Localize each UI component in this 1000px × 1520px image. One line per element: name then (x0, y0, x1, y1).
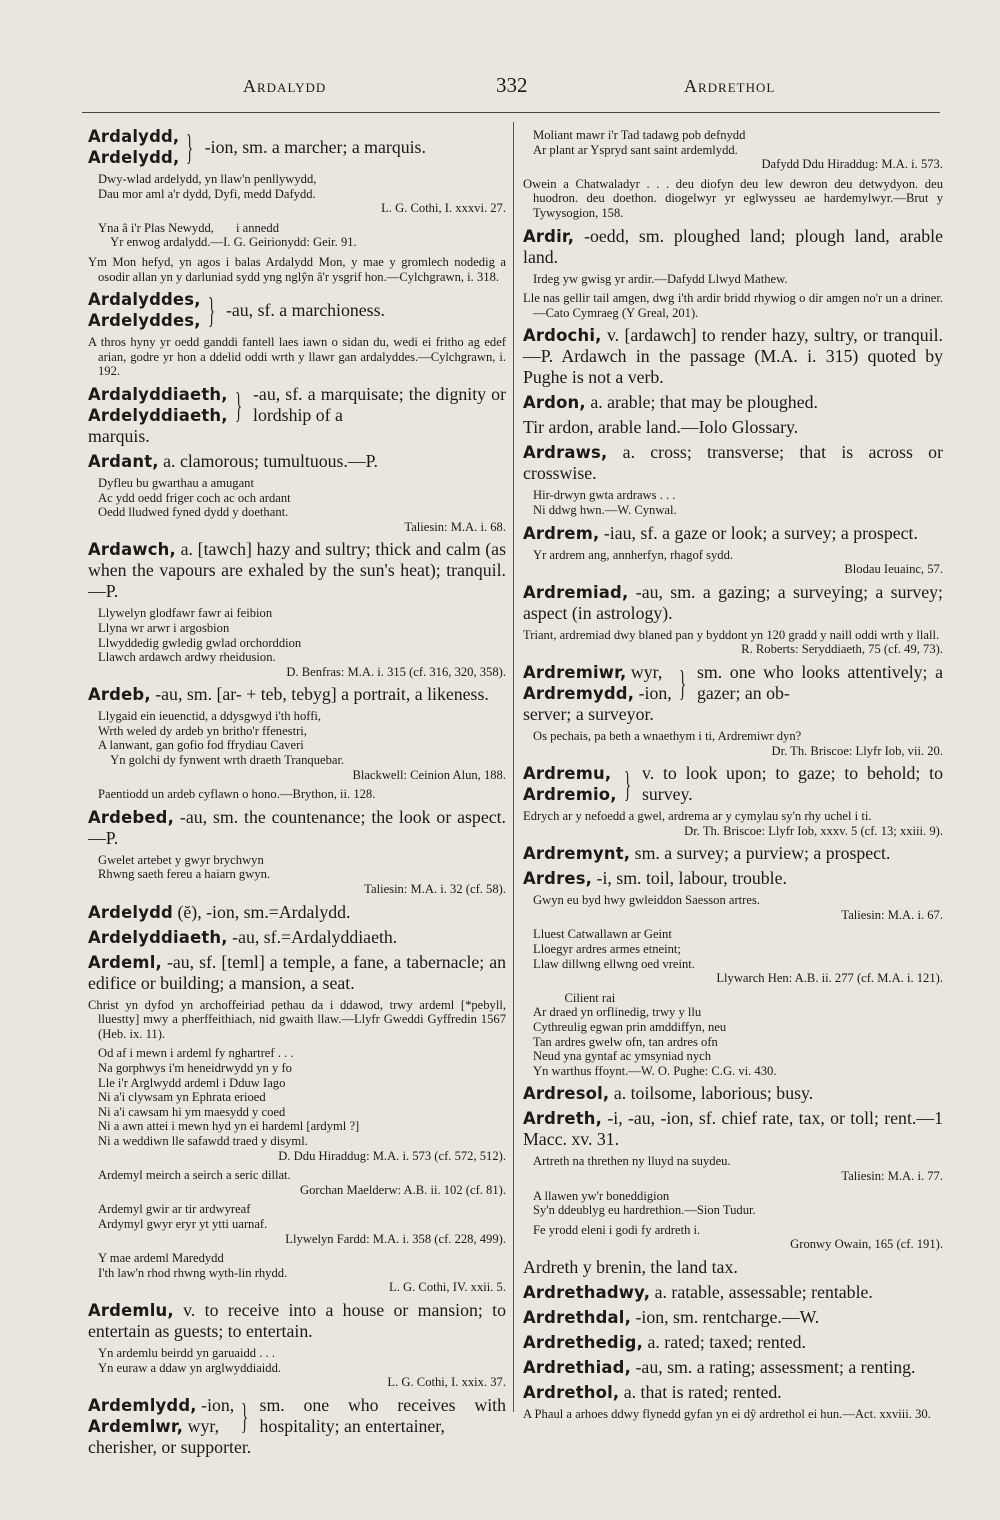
quotation-line: Llaw dillwng ellwng oed vreint. (533, 956, 695, 971)
quotation-line: Gwelet artebet y gwyr brychwyn (98, 852, 264, 867)
headword: Ardremiad, (523, 582, 629, 602)
definition: -au, sf. a marquisate; the dignity or lordship of a (253, 383, 506, 425)
dictionary-entry-pair (88, 1395, 506, 1458)
quotation-line: Moliant mawr i'r Tad tadawg pob defnydd (533, 128, 746, 142)
headword: Ardremiwr, (523, 662, 627, 682)
definition: -au, sm. [ar- + teb, tebyg] a portrait, a likeness. (155, 684, 489, 705)
headword: Ardemlwr, (88, 1416, 184, 1436)
left-column (88, 126, 506, 1462)
definition: a. that is rated; rented. (623, 1381, 782, 1402)
quotation-citation: Blodau Ieuainc, 57. (844, 562, 943, 577)
headword-line (88, 405, 228, 426)
headword-group (523, 763, 617, 805)
headword: Ardir, (523, 226, 575, 246)
dictionary-entry (88, 1300, 506, 1342)
quotation-line: Ar plant ar Yspryd sant saint ardemlydd. (533, 142, 738, 157)
quotation-line: Dau mor aml a'r dydd, Dyfi, medd Dafydd. (98, 186, 316, 201)
dictionary-entry (523, 226, 943, 268)
headword: Ardochi, (523, 326, 602, 346)
headword: Ardemlydd, (88, 1395, 197, 1415)
definition: a. ratable, assessable; rentable. (654, 1281, 873, 1302)
headword-line (88, 1416, 234, 1437)
quotation-text: Lle nas gellir tail amgen, dwg i'th ardir bridd rhywiog o dir amgen no'r un a driner.—Cato Cymraeg (Y Greal, 201). (523, 291, 943, 320)
headword-line (523, 784, 617, 805)
headword: Ardon, (523, 393, 586, 413)
dictionary-entry (523, 1382, 943, 1403)
quotation-text: A thros hyny yr oedd ganddi fantell laes iawn o sidan du, wedi ei fritho ag edef arian, godre yr hon a ddelid oddi wrth y llawr gan ardalyddes.—Cylchgrawn, i. 192. (88, 335, 506, 379)
quotation-block (523, 893, 943, 922)
definition: v. [ardawch] to render hazy, sultry, or tranquil.—P. Ardawch in the passage (M.A. i. 315) quoted by Pughe is not a verb. (523, 325, 943, 388)
definition: sm. a survey; a purview; a prospect. (634, 843, 891, 864)
quotation-block (523, 991, 943, 1079)
quotation-line: Dwy-wlad ardelydd, yn llaw'n penllywydd, (98, 172, 317, 186)
headword: Ardalyddes, (88, 290, 201, 310)
definition: -i, sm. toil, labour, trouble. (596, 868, 787, 889)
headword-group (88, 126, 179, 168)
quotation-line: Os pechais, pa beth a wnaethym i ti, Ardremiwr dyn? (533, 728, 802, 743)
headword: Ardreth, (523, 1109, 603, 1129)
dictionary-entry (88, 539, 506, 602)
headword: Ardremio, (523, 785, 617, 805)
quotation-line: Rhwng saeth fereu a haiarn gwyn. (98, 867, 271, 882)
headword: Ardrethadwy, (523, 1282, 651, 1302)
quotation-citation: Taliesin: M.A. i. 68. (404, 519, 506, 534)
quotation-block (523, 1407, 943, 1422)
definition: -au, sf. [teml] a temple, a fane, a tabernacle; an edifice or building; a mansion, a seat. (88, 951, 506, 993)
dictionary-entry (523, 868, 943, 889)
quotation-block (88, 1046, 506, 1163)
quotation-citation: L. G. Cothi, I. xxxvi. 27. (381, 201, 506, 216)
quotation-line: Cythreulig egwan prin amddiffyn, neu (533, 1020, 727, 1035)
headword-line (523, 763, 617, 784)
quotation-line: Wrth weled dy ardeb yn britho'r ffenestri, (98, 723, 307, 738)
definition: a. clamorous; tumultuous.—P. (163, 450, 379, 471)
dictionary-entry-pair (88, 289, 506, 331)
quotation-line: Lluest Catwallawn ar Geint (533, 927, 672, 942)
quotation-line: Cilient rai (533, 990, 616, 1005)
quotation-block (88, 606, 506, 679)
headword: Ardalyddiaeth, (88, 384, 228, 404)
definition: -au, sf. a marchioness. (225, 299, 385, 320)
dictionary-entry (523, 523, 943, 544)
quotation-citation: Taliesin: M.A. i. 77. (841, 1169, 943, 1183)
quotation-line: Yn euraw a ddaw yn arglwyddiaidd. (98, 1360, 282, 1375)
headword: Ardremydd, (523, 683, 635, 703)
dictionary-entry-pair (88, 384, 506, 447)
running-head-right: Ardrethol (684, 76, 776, 96)
quotation-citation: Gorchan Maelderw: A.B. ii. 102 (cf. 81). (300, 1182, 506, 1197)
definition: -oedd, sm. ploughed land; plough land, arable land. (523, 225, 943, 267)
quotation-line: Artreth na threthen ny lluyd na suydeu. (533, 1154, 731, 1169)
dictionary-entry (523, 1357, 943, 1378)
quotation-text: Ym Mon hefyd, yn agos i balas Ardalydd Mon, y mae y gromlech nodedig a osodir allan yn y darluniad sydd yng nglŷn â'r ysgrif hon.—Cylchgrawn, i. 318. (88, 254, 506, 284)
headword-line (88, 126, 179, 147)
dictionary-entry (523, 1332, 943, 1353)
quotation-block (88, 998, 506, 1042)
dictionary-entry (523, 325, 943, 388)
quotation-line: Yr enwog ardalydd.—I. G. Geirionydd: Geir. 91. (98, 235, 357, 250)
definition: a. [tawch] hazy and sultry; thick and calm (as when the vapours are exhaled by the sun's heat); tranquil.—P. (88, 539, 506, 602)
quotation-line: Ac ydd oedd friger coch ac och ardant (98, 490, 291, 505)
quotation-block (523, 1189, 943, 1218)
brace-glyph: } (241, 1395, 249, 1436)
headword-group (88, 384, 228, 426)
quotation-citation: D. Benfras: M.A. i. 315 (cf. 316, 320, 358). (286, 664, 506, 679)
headword: Ardremu, (523, 764, 612, 784)
quotation-line: A llawen yw'r boneddigion (533, 1188, 670, 1203)
definition: -au, sf.=Ardalyddiaeth. (232, 926, 398, 947)
dictionary-entry (523, 843, 943, 864)
headword: Ardrem, (523, 523, 600, 543)
quotation-citation: Gronwy Owain, 165 (cf. 191). (790, 1237, 943, 1252)
dictionary-entry-pair (523, 662, 943, 725)
quotation-block (523, 272, 943, 287)
quotation-block (523, 927, 943, 985)
headword-group (88, 289, 201, 331)
quotation-citation: Dafydd Ddu Hiraddug: M.A. i. 573. (761, 157, 943, 172)
quotation-text: Triant, ardremiad dwy blaned pan y byddont yn 120 gradd y naill oddi wrth y llall. (523, 627, 940, 642)
quotation-citation: Taliesin: M.A. i. 67. (841, 907, 943, 922)
definition: -au, sm. a rating; assessment; a renting. (635, 1356, 916, 1377)
dictionary-entry (523, 392, 943, 413)
headword-line (88, 1395, 234, 1416)
dictionary-entry (523, 1282, 943, 1303)
quotation-line: Gwyn eu byd hwy gwleiddon Saesson artres. (533, 893, 761, 908)
brace-glyph: } (186, 127, 194, 167)
quotation-block (88, 172, 506, 216)
headword: Ardres, (523, 869, 593, 889)
definition: a. toilsome, laborious; busy. (613, 1083, 814, 1104)
quotation-line: Ni a'i clywsam yn Ephrata erioed (98, 1090, 266, 1105)
definition: v. to look upon; to gaze; to behold; to survey. (641, 763, 943, 805)
headword: Ardalydd, (88, 127, 180, 146)
quotation-citation: Blackwell: Ceinion Alun, 188. (352, 767, 506, 782)
quotation-block (523, 488, 943, 517)
headword: Ardebed, (88, 807, 175, 827)
definition-continued: cherisher, or supporter. (88, 1436, 252, 1457)
quotation-text: A Phaul a arhoes ddwy flynedd gyfan yn ei dŷ ardrethol ei hun.—Act. xxviii. 30. (523, 1406, 931, 1421)
quotation-line: Llygaid ein ieuenctid, a ddysgwyd i'th hoffi, (98, 709, 322, 724)
headword: Ardresol, (523, 1084, 610, 1104)
quotation-text: Christ yn dyfod yn archoffeiriad pethau da i ddawod, trwy ardeml [*pebyll, lluestty] mwy a pherffeithiach, nid gwaith llaw.—Llyfr Gweddi Gyffredin 1567 (Heb. ix. 11). (88, 997, 506, 1041)
definition: a. arable; that may be ploughed. (590, 392, 818, 413)
quotation-line: Lle i'r Arglwydd ardeml i Dduw Iago (98, 1075, 286, 1090)
headword: Ardrethedig, (523, 1332, 644, 1352)
headword: Ardelyddiaeth, (88, 927, 228, 947)
quotation-block (523, 1223, 943, 1252)
quotation-line: Llywelyn glodfawr fawr ai feibion (98, 606, 273, 621)
quotation-line: Yn golchi dy fynwent wrth draeth Tranquebar. (98, 753, 345, 768)
quotation-line: Ar draed yn orflinedig, trwy y llu (533, 1005, 702, 1020)
definition: -ion, sm. rentcharge.—W. (635, 1306, 820, 1327)
quotation-line: Oedd lludwed fyned dydd y doethant. (98, 505, 289, 520)
quotation-block (88, 335, 506, 379)
quotation-line: Ni a'i cawsam hi ym maesydd y coed (98, 1104, 286, 1119)
paired-headwords (88, 289, 506, 331)
headword: Ardelyddes, (88, 311, 201, 331)
quotation-line: Llwyddedig gwledig gwlad orchorddion (98, 635, 302, 650)
headword: Ardemlu, (88, 1300, 174, 1320)
quotation-line: Yna â i'r Plas Newydd, i annedd (98, 220, 279, 235)
quotation-citation: D. Ddu Hiraddug: M.A. i. 573 (cf. 572, 512). (278, 1148, 506, 1163)
dictionary-entry-pair (88, 126, 506, 168)
definition: v. to receive into a house or mansion; to entertain as guests; to entertain. (88, 1299, 506, 1341)
quotation-citation: Llywarch Hen: A.B. ii. 277 (cf. M.A. i. 121). (716, 971, 943, 986)
quotation-line: A lanwant, gan gofio fod ffrydiau Caveri (98, 738, 304, 753)
headword: Ardraws, (523, 443, 608, 463)
quotation-block (88, 1346, 506, 1390)
headword-inflection: -ion, (201, 1394, 235, 1415)
quotation-block (523, 628, 943, 657)
quotation-line: Dyfleu bu gwarthau a amugant (98, 475, 254, 490)
quotation-line: Lloegyr ardres armes etneint; (533, 942, 681, 957)
quotation-block (88, 476, 506, 534)
headword-group (523, 662, 672, 704)
quotation-line: Paentiodd un ardeb cyflawn o hono.—Brython, ii. 128. (98, 787, 376, 802)
quotation-line: Tan ardres gwelw ofn, tan ardres ofn (533, 1034, 718, 1049)
headword-inflection: wyr, (630, 661, 663, 682)
dictionary-entry (88, 927, 506, 948)
definition: a. cross; transverse; that is across or crosswise. (523, 442, 943, 484)
dictionary-entry (523, 582, 943, 624)
quotation-block (523, 1154, 943, 1183)
dictionary-entry (523, 442, 943, 484)
quotation-line: Llyna wr arwr i argosbion (98, 620, 230, 635)
dictionary-entry (523, 1108, 943, 1150)
headword-line (88, 147, 179, 168)
definition: -au, sm. the countenance; the look or aspect.—P. (88, 806, 506, 848)
paired-headwords (88, 384, 506, 426)
headword: Ardawch, (88, 540, 176, 560)
definition-continued: server; a surveyor. (523, 703, 654, 724)
definition: sm. one who looks attentively; a gazer; an ob- (696, 661, 943, 703)
quotation-line: Llawch ardawch ardwy rheidusion. (98, 650, 276, 665)
headword-line (523, 683, 672, 704)
quotation-block (523, 729, 943, 758)
quotation-block (523, 291, 943, 320)
quotation-text: Edrych ar y nefoedd a gwel, ardrema ar y cymylau sy'n rhy uchel i ti. (523, 809, 872, 824)
definition: -i, -au, -ion, sf. chief rate, tax, or toll; rent.—1 Macc. xv. 31. (523, 1108, 943, 1150)
headword: Ardrethiad, (523, 1357, 632, 1377)
quotation-line: Irdeg yw gwisg yr ardir.—Dafydd Llwyd Mathew. (533, 271, 788, 286)
quotation-line: Ardemyl gwir ar tir ardwyreaf (98, 1202, 251, 1217)
quotation-block (523, 809, 943, 838)
headword-line (88, 289, 201, 310)
quotation-block (523, 177, 943, 221)
headword-line (88, 310, 201, 331)
page-number: 332 (496, 73, 528, 97)
quotation-block (523, 548, 943, 577)
quotation-block (88, 221, 506, 250)
quotation-block (88, 1251, 506, 1295)
headword: Ardeml, (88, 952, 162, 972)
headword-line (88, 384, 228, 405)
quotation-citation: L. G. Cothi, I. xxix. 37. (387, 1375, 506, 1390)
definition: -ion, sm. a marcher; a marquis. (204, 136, 426, 157)
headword: Ardelydd, (88, 148, 180, 167)
brace-glyph: } (678, 662, 686, 703)
dictionary-entry (88, 451, 506, 472)
definition: a. rated; taxed; rented. (647, 1331, 806, 1352)
definition: -iau, sf. a gaze or look; a survey; a prospect. (603, 522, 918, 543)
brace-glyph: } (623, 764, 631, 805)
definition: sm. one who receives with hospitality; an entertainer, (259, 1394, 506, 1436)
brace-glyph: } (234, 384, 242, 425)
quotation-line: Hir-drwyn gwta ardraws . . . (533, 488, 676, 503)
paired-headwords (523, 763, 943, 805)
quotation-line: Yr ardrem ang, annherfyn, rhagof sydd. (533, 547, 734, 562)
quotation-block (88, 787, 506, 802)
quotation-block (88, 255, 506, 284)
quotation-citation: L. G. Cothi, IV. xxii. 5. (389, 1280, 506, 1295)
quotation-citation: Llywelyn Fardd: M.A. i. 358 (cf. 228, 499). (285, 1231, 506, 1246)
dictionary-entry (88, 684, 506, 705)
headword-inflection: -ion, (638, 682, 672, 703)
headword: Ardrethdal, (523, 1307, 632, 1327)
dictionary-entry (523, 1307, 943, 1328)
paired-headwords (88, 126, 506, 168)
running-head-left: Ardalydd (243, 76, 327, 96)
headword-line (523, 662, 672, 683)
quotation-line: Ardymyl gwyr eryr yt ytti uarnaf. (98, 1216, 268, 1231)
headword-inflection: wyr, (187, 1415, 220, 1436)
headword-group (88, 1395, 234, 1437)
quotation-line: I'th law'n rhod rhwng wyth-lin rhydd. (98, 1265, 288, 1280)
quotation-line: Od af i mewn i ardeml fy nghartref . . . (98, 1046, 294, 1061)
quotation-block (88, 709, 506, 782)
paired-headwords (523, 662, 943, 704)
headword: Ardremynt, (523, 844, 631, 864)
phrase-entry: Ardreth y brenin, the land tax. (523, 1256, 738, 1277)
quotation-block (88, 1168, 506, 1197)
quotation-block (88, 1202, 506, 1246)
quotation-line: Na gorphwys i'm heneidrwydd yn y fo (98, 1061, 292, 1075)
headword: Ardelydd (88, 902, 173, 922)
headword: Ardeb, (88, 685, 151, 705)
definition: (ĕ), -ion, sm.=Ardalydd. (177, 901, 351, 922)
column-divider (513, 122, 514, 1412)
quotation-line: Sy'n ddeublyg eu hardrethion.—Sion Tudur. (533, 1203, 756, 1218)
headword: Ardant, (88, 451, 159, 471)
definition: -au, sm. a gazing; a surveying; a survey; aspect (in astrology). (523, 581, 943, 623)
quotation-line: Yn warthus ffoynt.—W. O. Pughe: C.G. vi. 430. (533, 1063, 777, 1078)
quotation-line: Ni a weddiwn lle safawdd traed y disyml. (98, 1133, 308, 1148)
quotation-citation: R. Roberts: Seryddiaeth, 75 (cf. 49, 73). (741, 642, 943, 657)
quotation-citation: Dr. Th. Briscoe: Llyfr Iob, xxxv. 5 (cf. 13; xxiii. 9). (684, 823, 943, 838)
quotation-block (88, 853, 506, 897)
paired-headwords (88, 1395, 506, 1437)
quotation-line: Ardemyl meirch a seirch a seric dillat. (98, 1168, 291, 1183)
headword: Ardrethol, (523, 1382, 620, 1402)
header-rule (82, 112, 940, 113)
quotation-line: Yn ardemlu beirdd yn garuaidd . . . (98, 1345, 275, 1360)
quotation-line: Fe yrodd eleni i godi fy ardreth i. (533, 1222, 701, 1237)
quotation-line: Neud yna gyntaf ac ymsyniad nych (533, 1049, 712, 1064)
quotation-line: Ni ddwg hwn.—W. Cynwal. (533, 502, 677, 517)
definition-continued: marquis. (88, 425, 150, 446)
quotation-citation: Taliesin: M.A. i. 32 (cf. 58). (364, 882, 506, 897)
phrase-entry: Tir ardon, arable land.—Iolo Glossary. (523, 417, 799, 438)
dictionary-entry (88, 807, 506, 849)
dictionary-entry (88, 952, 506, 994)
quotation-text: Owein a Chatwaladyr . . . deu diofyn deu lew dewron deu detwydyon. deu huodron. deu doethon. diogelwyr yr eglwysseu ae hardemylwyr.—Brut y Tywysogion, 158. (523, 176, 943, 220)
quotation-line: Y mae ardeml Maredydd (98, 1251, 224, 1266)
dictionary-entry (88, 902, 506, 923)
brace-glyph: } (207, 290, 215, 331)
headword: Ardelyddiaeth, (88, 405, 228, 425)
quotation-block (523, 128, 943, 172)
quotation-citation: Dr. Th. Briscoe: Llyfr Iob, vii. 20. (771, 743, 943, 758)
dictionary-entry-pair (523, 763, 943, 805)
quotation-line: Ni a awn attei i mewn hyd yn ei hardeml [ardyml ?] (98, 1119, 360, 1134)
right-column (523, 126, 943, 1427)
dictionary-entry (523, 1083, 943, 1104)
